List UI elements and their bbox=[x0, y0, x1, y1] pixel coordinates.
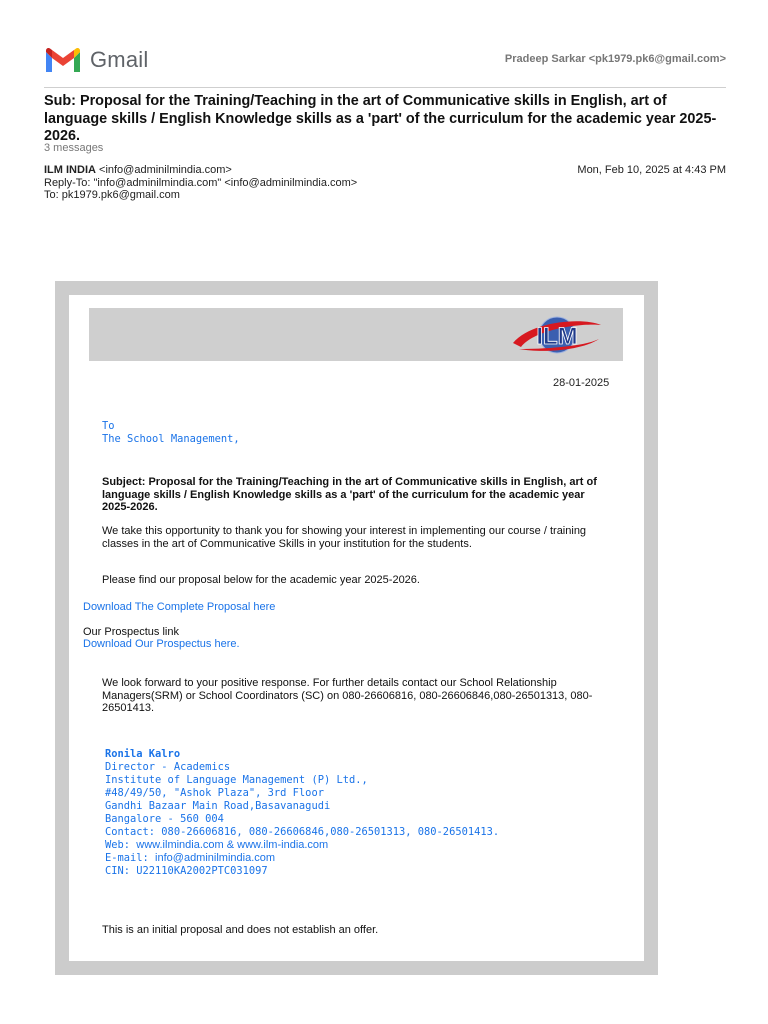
proposal-paragraph: Please find our proposal below for the academic year 2025-2026. bbox=[102, 574, 420, 586]
signature-cin: CIN: U22110KA2002PTC031097 bbox=[105, 865, 268, 877]
message-count: 3 messages bbox=[44, 142, 104, 154]
web-label: Web: bbox=[105, 839, 137, 851]
thanks-paragraph: We take this opportunity to thank you for showing your interest in implementing our course / training classes in the art of Communicative Skills in your institution for the students. bbox=[102, 525, 587, 550]
signature-company: Institute of Language Management (P) Ltd., bbox=[105, 774, 368, 786]
gmail-wordmark: Gmail bbox=[90, 47, 149, 72]
sender-email: <info@adminilmindia.com> bbox=[99, 164, 232, 176]
signature-name: Ronila Kalro bbox=[105, 748, 181, 760]
letter-subject: Subject: Proposal for the Training/Teaching in the art of Communicative skills in English, art of language skills / English Knowledge skills as a 'part' of the curriculum for the academic year 2025-2026. bbox=[102, 476, 597, 513]
email-subject: Sub: Proposal for the Training/Teaching in the art of Communicative skills in English, art of language skills / English Knowledge skills as a 'part' of the curriculum for the academic year 2025-2026. bbox=[44, 93, 717, 144]
download-prospectus-link[interactable]: Download Our Prospectus here. bbox=[83, 638, 240, 650]
gmail-logo[interactable] bbox=[44, 46, 148, 74]
letter-banner bbox=[89, 308, 623, 361]
email-link[interactable]: info@adminilmindia.com bbox=[155, 852, 276, 864]
email-label: E-mail: bbox=[105, 852, 156, 864]
disclaimer: This is an initial proposal and does not establish an offer. bbox=[102, 924, 379, 936]
email-meta bbox=[44, 164, 726, 202]
ilm-logo bbox=[511, 313, 603, 357]
contact-paragraph: We look forward to your positive response. For further details contact our School Relationship Managers(SRM) or School Coordinators (SC) on 080-26606816, 080-26606846,080-26501313, 080-26501413. bbox=[102, 677, 593, 714]
email-date: Mon, Feb 10, 2025 at 4:43 PM bbox=[577, 164, 726, 176]
web-links[interactable]: www.ilmindia.com & www.ilm-india.com bbox=[136, 839, 329, 851]
signature-address-3: Bangalore - 560 004 bbox=[105, 813, 224, 825]
recipient: To: pk1979.pk6@gmail.com bbox=[44, 189, 180, 201]
gmail-header bbox=[44, 44, 726, 88]
letter-frame bbox=[55, 281, 658, 975]
signature-address-2: Gandhi Bazaar Main Road,Basavanagudi bbox=[105, 800, 331, 812]
to-label: To bbox=[102, 420, 115, 432]
prospectus-label: Our Prospectus link bbox=[83, 626, 179, 638]
download-proposal-link[interactable]: Download The Complete Proposal here bbox=[83, 601, 276, 613]
signature-contact: Contact: 080-26606816, 080-26606846,080-26501313, 080-26501413. bbox=[105, 826, 500, 838]
letter-date: 28-01-2025 bbox=[553, 377, 610, 389]
recipient-block bbox=[102, 420, 240, 446]
signature-block bbox=[105, 748, 499, 878]
ilm-logo-text: ILM bbox=[536, 323, 578, 350]
signature-title: Director - Academics bbox=[105, 761, 231, 773]
reply-to: Reply-To: "info@adminilmindia.com" <info@adminilmindia.com> bbox=[44, 176, 358, 189]
gmail-m-icon bbox=[44, 46, 82, 74]
signature-address-1: #48/49/50, "Ashok Plaza", 3rd Floor bbox=[105, 787, 324, 799]
sender-name: ILM INDIA bbox=[44, 164, 96, 176]
signature-web bbox=[105, 839, 499, 852]
signature-email bbox=[105, 852, 499, 865]
to-recipient: The School Management, bbox=[102, 433, 240, 445]
letter-card bbox=[69, 295, 644, 961]
account-email: Pradeep Sarkar <pk1979.pk6@gmail.com> bbox=[504, 53, 726, 65]
